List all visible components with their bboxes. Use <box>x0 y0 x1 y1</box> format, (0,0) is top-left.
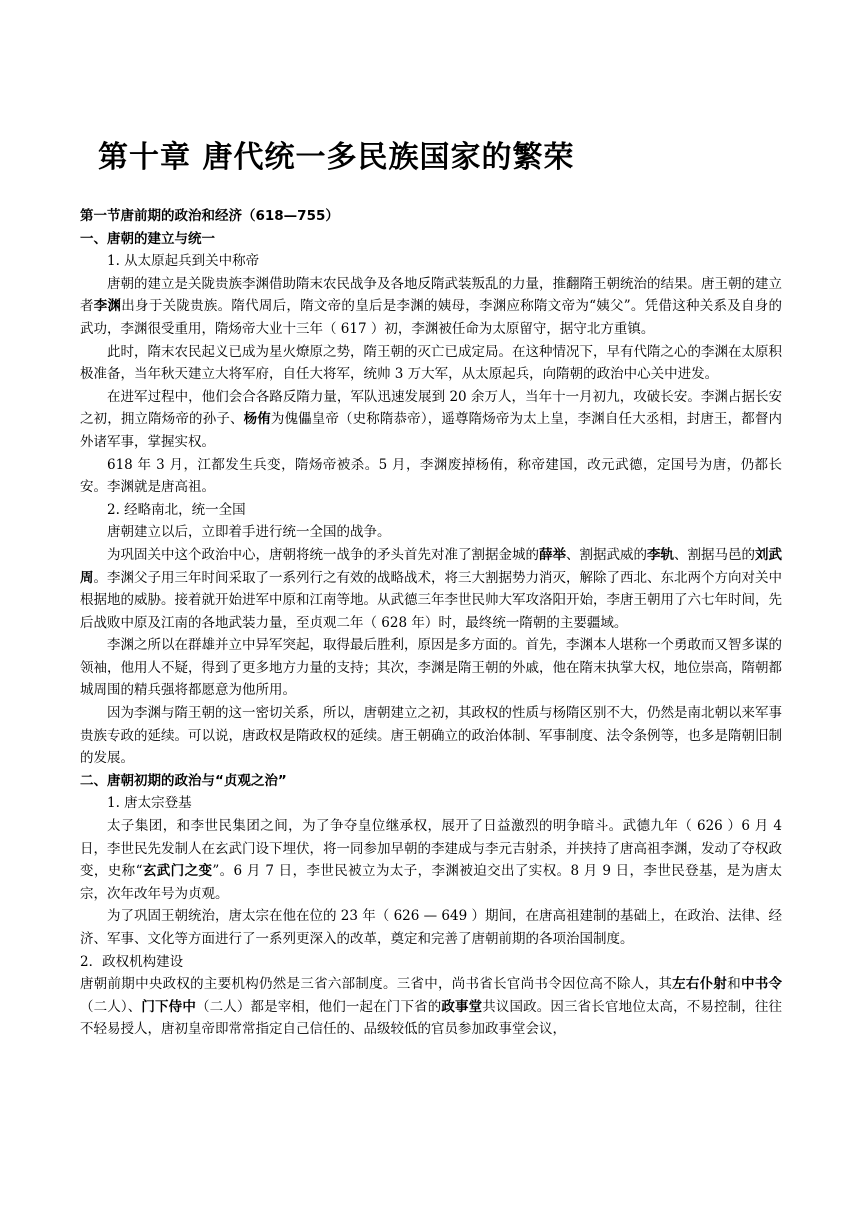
bold-term: 刘武周 <box>80 546 782 586</box>
bold-term: 玄武门之变 <box>142 863 213 880</box>
subheading-1-2: 2. 经略南北，统一全国 <box>107 501 246 518</box>
subheading-2-2: 2．政权机构建设 <box>80 953 184 970</box>
subheading-2-1: 1. 唐太宗登基 <box>107 795 192 812</box>
bold-term: 政事堂 <box>441 998 483 1015</box>
bold-term: 李渊 <box>93 298 122 315</box>
subheading-1-1: 1. 从太原起兵到关中称帝 <box>107 253 260 270</box>
paragraph: 为巩固关中这个政治中心，唐朝将统一战争的矛头首先对准了割据金城的薛举、割据武威的李轨、割据马邑的刘武周。李渊父子用三年时间采取了一系列行之有效的战略战术，将三大割据势力消灭，解除了西北、东北两个方向对关中根据地的威胁。接着就开始进军中原和江南等地。从武德三年李世民帅大军攻洛阳开始，李唐王朝用了六七年时间，先后战败中原及江南的各地武装力量，至贞观二年（ 628 年）时，最终统一隋朝的主要疆域。 <box>80 546 782 631</box>
paragraph: 因为李渊与隋王朝的这一密切关系，所以，唐朝建立之初，其政权的性质与杨隋区别不大，仍然是南北朝以来军事贵族专政的延续。可以说，唐政权是隋政权的延续。唐王朝确立的政治体制、军事制度、法令条例等，也多是隋朝旧制的发展。 <box>80 705 782 767</box>
paragraph: 唐朝建立以后，立即着手进行统一全国的战争。 <box>107 524 391 541</box>
paragraph: 唐朝前期中央政权的主要机构仍然是三省六部制度。三省中，尚书省长官尚书令因位高不除人，其左右仆射和中书令（二人）、门下侍中（二人）都是宰相，他们一起在门下省的政事堂共议国政。因三省长官地位太高，不易控制，往往不轻易授人，唐初皇帝即常常指定自己信任的、品级较低的官员参加政事堂会议， <box>80 976 783 1038</box>
bold-term: 薛举 <box>539 546 566 563</box>
heading-1: 一、唐朝的建立与统一 <box>80 230 215 247</box>
bold-term: 李轨 <box>647 546 674 563</box>
bold-term: 门下侍中 <box>141 998 196 1015</box>
paragraph: 在进军过程中，他们会合各路反隋力量，军队迅速发展到 20 余万人，当年十一月初九，攻破长安。李渊占据长安之初，拥立隋炀帝的孙子、杨侑为傀儡皇帝（史称隋恭帝），遥尊隋炀帝为太上皇，李渊自任大丞相，封唐王，都督内外诸军事，掌握实权。 <box>80 388 783 450</box>
heading-2: 二、唐朝初期的政治与“贞观之治” <box>80 772 287 789</box>
paragraph: 618 年 3 月，江都发生兵变，隋炀帝被杀。5 月，李渊废掉杨侑，称帝建国，改元武德，定国号为唐，仍都长安。李渊就是唐高祖。 <box>80 456 782 496</box>
paragraph: 为了巩固王朝统治，唐太宗在他在位的 23 年（ 626 — 649 ）期间，在唐高祖建制的基础上，在政治、法律、经济、军事、文化等方面进行了一系列更深入的改革，奠定和完善了唐朝前期的各项治国制度。 <box>80 908 782 947</box>
section-title: 第一节唐前期的政治和经济（618—755） <box>80 208 339 224</box>
paragraph: 李渊之所以在群雄并立中异军突起，取得最后胜利，原因是多方面的。首先，李渊本人堪称一个勇敢而又智多谋的领袖，他用人不疑，得到了更多地方力量的支持；其次，李渊是隋王朝的外戚，他在隋末执掌大权，地位崇高，隋朝都城周围的精兵强将都愿意为他所用。 <box>80 637 782 699</box>
bold-term: 杨侑 <box>243 411 271 428</box>
bold-term: 左右仆射 <box>672 976 728 993</box>
paragraph: 太子集团，和李世民集团之间，为了争夺皇位继承权，展开了日益激烈的明争暗斗。武德九年（ 626 ）6 月 4 日，李世民先发制人在玄武门设下埋伏，将一同参加早朝的李建成与李元吉射杀，并挟持了唐高祖李渊，发动了夺权政变，史称“玄武门之变”。6 月 7 日，李世民被立为太子，李渊被迫交出了实权。8 月 9 日，李世民登基，是为唐太宗，次年改年号为贞观。 <box>80 818 782 902</box>
document-body <box>80 205 782 1041</box>
chapter-title: 第十章 唐代统一多民族国家的繁荣 <box>98 140 575 175</box>
bold-term: 中书令 <box>740 976 783 993</box>
paragraph: 此时，隋末农民起义已成为星火燎原之势，隋王朝的灭亡已成定局。在这种情况下，早有代隋之心的李渊在太原积极准备，当年秋天建立大将军府，自任大将军，统帅 3 万大军，从太原起兵，向隋朝的政治中心关中进发。 <box>80 343 782 383</box>
paragraph: 唐朝的建立是关陇贵族李渊借助隋末农民战争及各地反隋武装叛乱的力量，推翻隋王朝统治的结果。唐王朝的建立者李渊出身于关陇贵族。隋代周后，隋文帝的皇后是李渊的姨母，李渊应称隋文帝为“姨父”。凭借这种关系及自身的武功，李渊很受重用，隋炀帝大业十三年（ 617 ）初，李渊被任命为太原留守，据守北方重镇。 <box>80 275 783 337</box>
